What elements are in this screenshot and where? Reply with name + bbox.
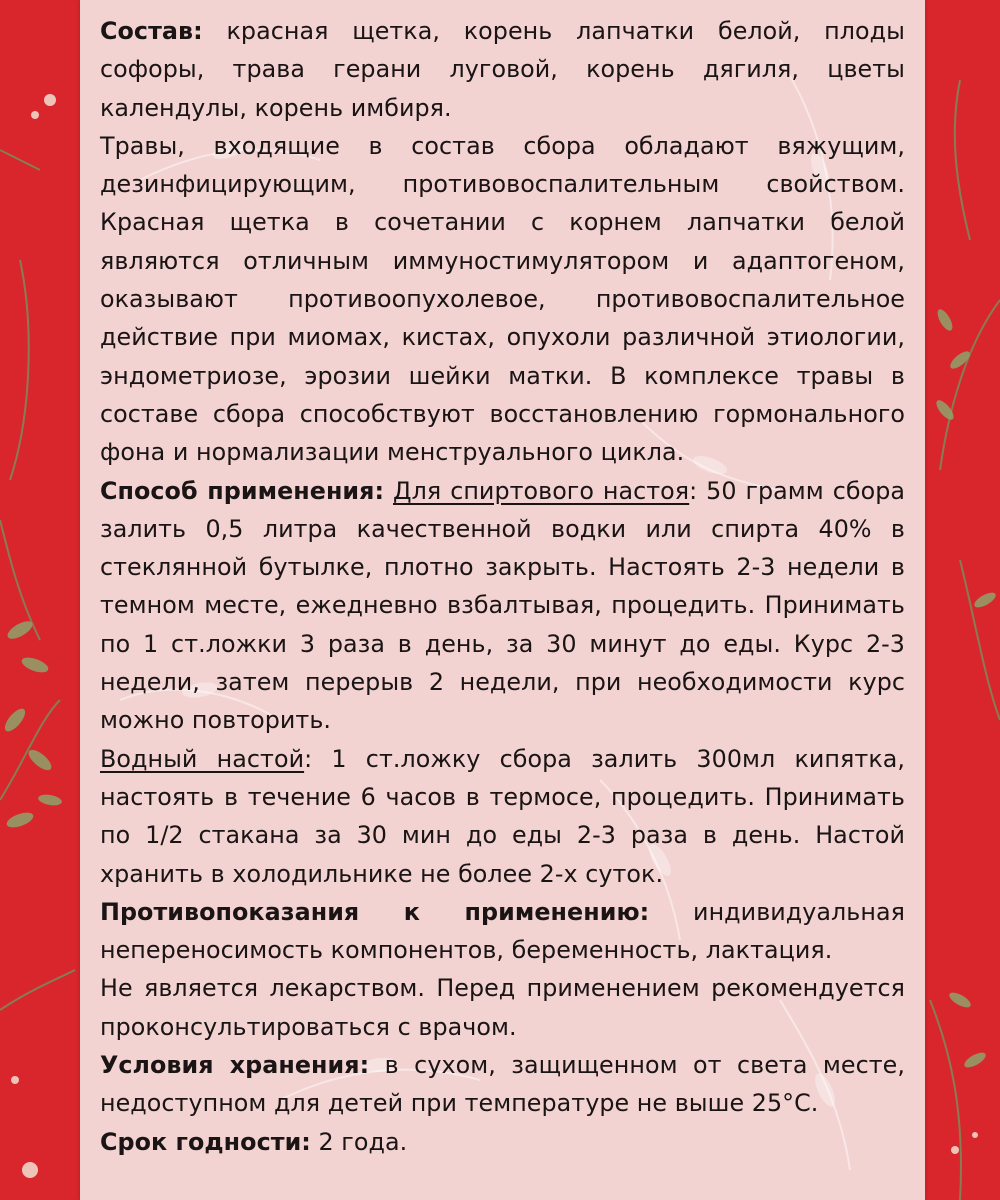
contraindications-text: индивидуальная непереносимость компонентов, беременность, лактация. — [100, 897, 905, 965]
usage-label: Способ применения: — [100, 476, 385, 505]
label-text — [100, 12, 905, 1161]
shelf-life-text: 2 года. — [318, 1127, 408, 1156]
alcohol-infusion-label: Для спиртового настоя — [393, 476, 690, 505]
disclaimer-paragraph: Не является лекарством. Перед применением рекомендуется проконсультироваться с врачом. — [100, 974, 905, 1041]
shelf-life-label: Срок годности: — [100, 1127, 311, 1156]
properties-paragraph: Травы, входящие в состав сбора обладают вяжущим, дезинфицирующим, противовоспалительным свойством. Красная щетка в сочетании с корнем лапчатки белой являются отличным иммуностимулятором и адаптогеном, оказывают противоопухолевое, противовоспалительное действие при миомах, кистах, опухоли различной этиологии, эндометриозе, эрозии шейки матки. В комплексе травы в составе сбора способствуют восстановлению гормонального фона и нормализации менструального цикла. — [100, 131, 905, 467]
storage-label: Условия хранения: — [100, 1051, 370, 1080]
composition-text: красная щетка, корень лапчатки белой, плоды софоры, трава герани луговой, корень дягиля, цветы календулы, корень имбиря. — [100, 17, 905, 122]
contraindications-label: Противопоказания к применению: — [100, 897, 650, 926]
storage-paragraph — [100, 1046, 905, 1123]
shelf-life-paragraph — [100, 1123, 905, 1161]
usage-paragraph — [100, 472, 905, 740]
contraindications-paragraph — [100, 893, 905, 970]
storage-text: в сухом, защищенном от света месте, недоступном для детей при температуре не выше 25°С. — [100, 1051, 905, 1118]
composition-paragraph — [100, 12, 905, 127]
water-infusion-paragraph — [100, 740, 905, 893]
alcohol-infusion-text: : 50 грамм сбора залить 0,5 литра качественной водки или спирта 40% в стеклянной бутылке, плотно закрыть. Настоять 2-3 недели в темном месте, ежедневно взбалтывая, процедить. Принимать по 1 ст.ложки 3 раза в день, за 30 минут до еды. Курс 2-3 недели, затем перерыв 2 недели, при необходимости курс можно повторить. — [100, 476, 905, 735]
composition-label: Состав: — [100, 17, 203, 45]
water-infusion-label: Водный настой — [100, 744, 305, 773]
water-infusion-text: : 1 ст.ложку сбора залить 300мл кипятка, настоять в течение 6 часов в термосе, процедить. Принимать по 1/2 стакана за 30 мин до еды 2-3 раза в день. Настой хранить в холодильнике не более 2-х суток. — [100, 744, 905, 888]
